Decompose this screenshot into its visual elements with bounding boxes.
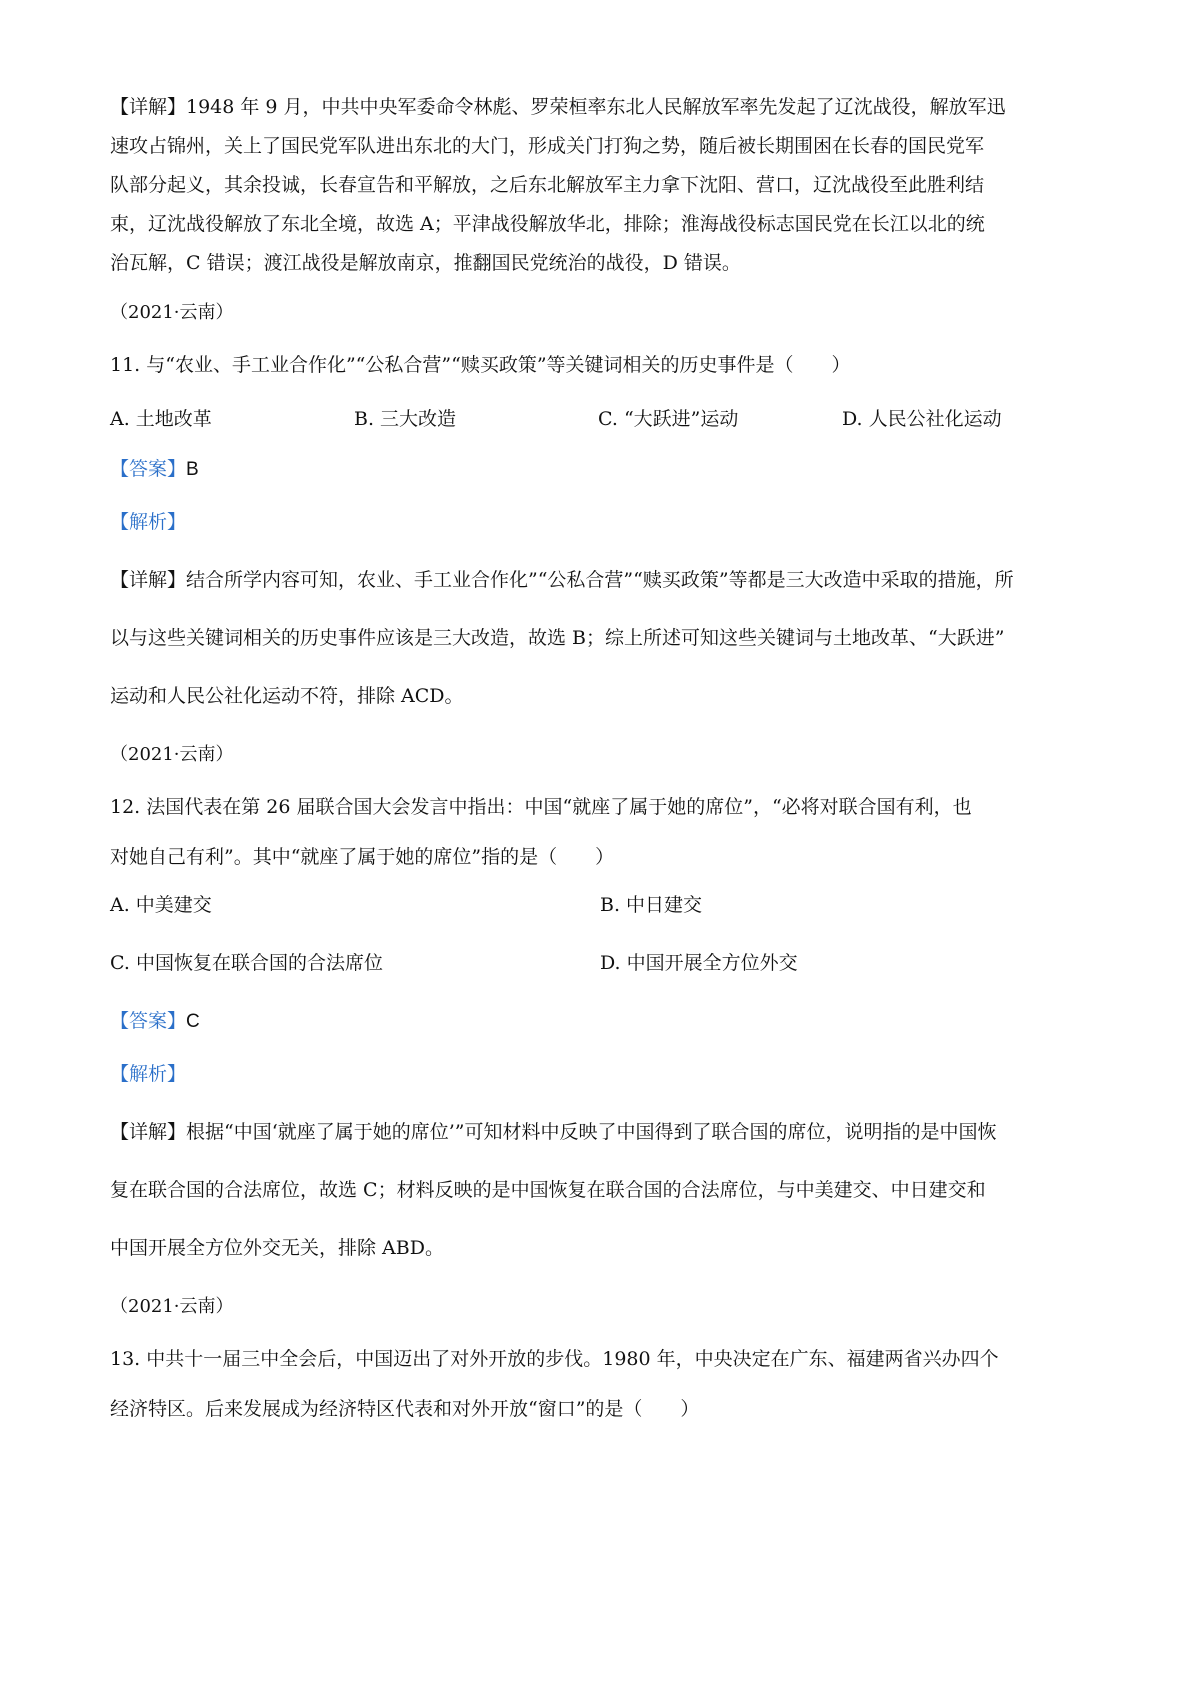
answer [110, 453, 1100, 486]
question-line: 12. 法国代表在第 26 届联合国大会发言中指出：中国“就座了属于她的席位”，“必将对联合国有利，也 [110, 796, 972, 818]
detail [110, 551, 1100, 725]
detail-line: 【详解】结合所学内容可知，农业、手工业合作化”“公私合营”“赎买政策”等都是三大改造中采取的措施，所 [110, 569, 1014, 591]
analysis [110, 1058, 1100, 1091]
option-b: B. 中日建交 [600, 894, 703, 916]
detail-line: 运动和人民公社化运动不符，排除 ACD。 [110, 685, 464, 707]
answer-value: B [186, 459, 199, 480]
analysis [110, 506, 1100, 539]
question-source: （2021·云南） [110, 302, 234, 323]
options [110, 889, 1100, 1005]
detail [110, 1103, 1100, 1277]
question-line: 对她自己有利”。其中“就座了属于她的席位”指的是（ ） [110, 846, 615, 868]
option-c: C. “大跃进”运动 [598, 408, 739, 430]
detail-line: 复在联合国的合法席位，故选 C；材料反映的是中国恢复在联合国的合法席位，与中美建交、中日建交和 [110, 1179, 986, 1201]
question-source: （2021·云南） [110, 744, 234, 765]
question-text [110, 789, 1100, 875]
detail-line: 速攻占锦州，关上了国民党军队进出东北的大门，形成关门打狗之势，随后被长期围困在长春的国民党军 [110, 135, 985, 157]
option-b: B. 三大改造 [354, 408, 457, 430]
detail-line: 治瓦解，C 错误；渡江战役是解放南京，推翻国民党统治的战役，D 错误。 [110, 252, 741, 274]
document-page [110, 88, 1100, 1427]
analysis-label: 【解析】 [110, 1064, 187, 1085]
question-text [110, 1341, 1100, 1427]
question-13 [110, 1291, 1100, 1427]
question-line: 13. 中共十一届三中全会后，中国迈出了对外开放的步伐。1980 年，中央决定在广东、福建两省兴办四个 [110, 1348, 999, 1370]
option-c: C. 中国恢复在联合国的合法席位 [110, 952, 383, 974]
q10-detail [110, 88, 1100, 283]
detail-line: 以与这些关键词相关的历史事件应该是三大改造，故选 B；综上所述可知这些关键词与土地改革、“大跃进” [110, 627, 1005, 649]
question-source: （2021·云南） [110, 1296, 234, 1317]
answer [110, 1005, 1100, 1038]
answer-label: 【答案】 [110, 459, 187, 480]
question-text: 11. 与“农业、手工业合作化”“公私合营”“赎买政策”等关键词相关的历史事件是（ ） [110, 354, 851, 376]
detail-line: 【详解】1948 年 9 月，中共中央军委命令林彪、罗荣桓率东北人民解放军率先发起了辽沈战役，解放军迅 [110, 96, 1006, 118]
option-a: A. 土地改革 [110, 408, 212, 430]
detail-line: 队部分起义，其余投诚，长春宣告和平解放，之后东北解放军主力拿下沈阳、营口，辽沈战役至此胜利结 [110, 174, 985, 196]
answer-value: C [186, 1011, 200, 1032]
option-d: D. 人民公社化运动 [842, 408, 1002, 430]
option-a: A. 中美建交 [110, 894, 212, 916]
analysis-label: 【解析】 [110, 512, 187, 533]
detail-line: 中国开展全方位外交无关，排除 ABD。 [110, 1237, 444, 1259]
question-11 [110, 297, 1100, 725]
options [110, 403, 1100, 435]
question-12 [110, 739, 1100, 1277]
detail-line: 【详解】根据“中国‘就座了属于她的席位’”可知材料中反映了中国得到了联合国的席位，说明指的是中国恢 [110, 1121, 997, 1143]
option-d: D. 中国开展全方位外交 [600, 952, 798, 974]
question-line: 经济特区。后来发展成为经济特区代表和对外开放“窗口”的是（ ） [110, 1398, 700, 1420]
answer-label: 【答案】 [110, 1011, 187, 1032]
detail-line: 束，辽沈战役解放了东北全境，故选 A；平津战役解放华北，排除；淮海战役标志国民党在长江以北的统 [110, 213, 985, 235]
